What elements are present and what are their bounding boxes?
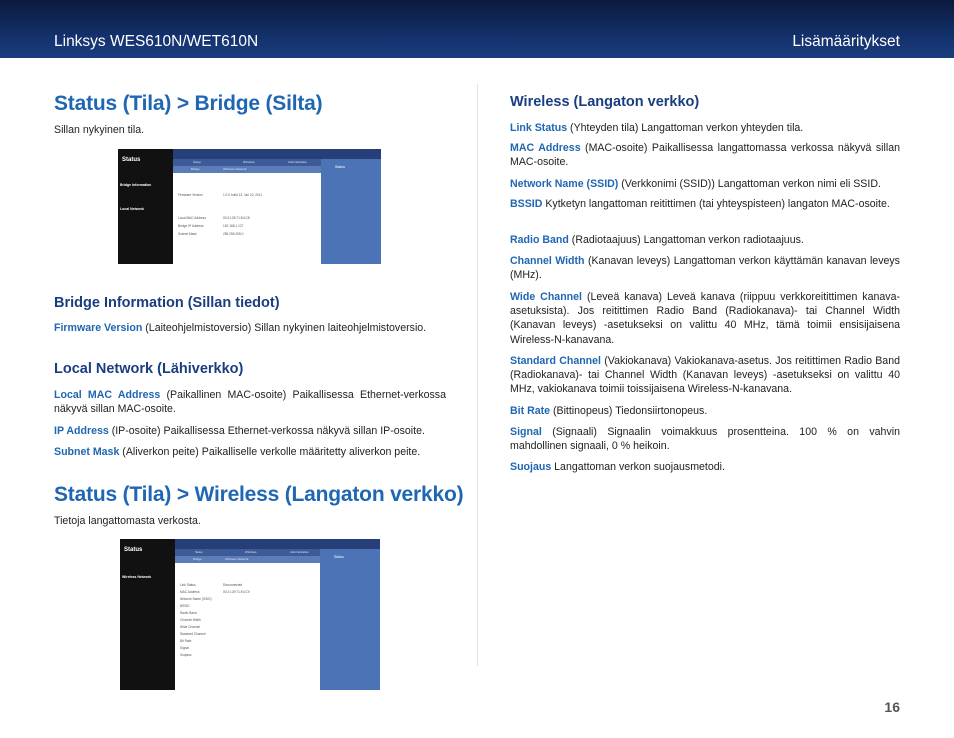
definition-desc: (Radiotaajuus) Langattoman verkon radiotaajuus.: [568, 234, 804, 246]
screenshot-sidebar: [118, 149, 173, 264]
screenshot-side-title: Status: [122, 157, 141, 163]
field-label: Network Name (SSID): [180, 597, 212, 601]
screenshot-active-tab: Status: [335, 165, 345, 169]
definition-desc: Langattoman verkon suojausmetodi.: [551, 461, 725, 473]
section-title-bridge: Status (Tila) > Bridge (Silta): [54, 92, 323, 115]
definition-entry: [510, 254, 900, 282]
definition-term: Radio Band: [510, 234, 569, 246]
definition-term: Bit Rate: [510, 405, 551, 417]
definition-entry: [510, 460, 900, 474]
definition-desc: (Yhteyden tila) Langattoman verkon yhteyden tila.: [567, 122, 804, 134]
section-title-wireless: Status (Tila) > Wireless (Langaton verkko): [54, 483, 464, 506]
definition-term: MAC Address: [510, 142, 581, 154]
field-label: MAC Address: [180, 590, 200, 594]
screenshot-content: [175, 563, 320, 690]
definition-entry: [510, 354, 900, 397]
screenshot-tab: Wireless: [245, 550, 257, 554]
definition-term: Suojaus: [510, 461, 552, 473]
definition-desc: (Leveä kanava) Leveä kanava (riippuu verkkoreitittimen kanava-asetuksista). Jos reitittimen Radio Band (Radiokanava)- tai Channel Width (Kanavan leveys) -asetukseksi on valittu 40 MHz, tämä toimii ensisijaisena Wireless-N-kanavana.: [510, 291, 900, 346]
field-label: Suojaus: [180, 653, 192, 657]
field-label: Local MAC Address: [178, 216, 206, 220]
definition-entry: [510, 197, 900, 211]
screenshot-active-tab: Status: [334, 555, 344, 559]
screenshot-section-label: Bridge Information: [118, 181, 173, 189]
chapter-title: Lisämääritykset: [792, 33, 900, 50]
screenshot-topbar: [173, 149, 381, 159]
screenshot-right-panel: [320, 549, 380, 690]
field-value: Disconnected: [223, 583, 243, 587]
definition-desc: (Vakiokanava) Vakiokanava-asetus. Jos reitittimen Radio Band (Radiokanava)- tai Channel Width (Kanavan leveys) -asetukseksi on valittu 40 MHz, vakiokanava toimii toissijaisena Wireless-N-kanavana.: [510, 355, 900, 396]
field-label: Firmware Version: [178, 193, 203, 197]
field-label: Channel Width: [180, 618, 201, 622]
firmware-entry: [54, 321, 454, 335]
field-label: Bridge IP Address: [178, 224, 204, 228]
screenshot-subtab: Bridge: [193, 557, 202, 561]
screenshot-right-panel: [321, 159, 381, 264]
wireless-heading: Wireless (Langaton verkko): [510, 94, 700, 110]
screenshot-content: [173, 173, 321, 264]
definition-entry: [510, 233, 900, 247]
firmware-desc: (Laiteohjelmistoversio) Sillan nykyinen laiteohjelmistoversio.: [142, 322, 427, 334]
screenshot-section-label: Local Network: [118, 205, 173, 213]
definition-term: Wide Channel: [510, 291, 582, 303]
screenshot-sidebar: [120, 539, 175, 690]
screenshot-subtab: Wireless Network: [223, 167, 247, 171]
field-value: 255.255.255.0: [223, 232, 244, 236]
wireless-status-screenshot: [120, 539, 380, 690]
subnet-term: Subnet Mask: [54, 446, 120, 458]
column-divider: [477, 84, 478, 666]
screenshot-subtab: Wireless Network: [225, 557, 249, 561]
field-value: 00:21:29:71:E4:C9: [223, 590, 250, 594]
wireless-intro: Tietoja langattomasta verkosta.: [54, 515, 201, 527]
screenshot-side-title: Status: [124, 547, 143, 553]
definition-desc: (Verkkonimi (SSID)) Langattoman verkon nimi eli SSID.: [618, 178, 881, 190]
screenshot-subtab: Bridge: [191, 167, 200, 171]
definition-entry: [510, 290, 900, 347]
screenshot-tab: Wireless: [243, 160, 255, 164]
definition-entry: [510, 425, 900, 453]
ip-desc: (IP-osoite) Paikallisessa Ethernet-verkossa näkyvä sillan IP-osoite.: [108, 425, 425, 437]
bridge-status-screenshot: [118, 149, 381, 264]
ip-term: IP Address: [54, 425, 109, 437]
screenshot-tab: Administration: [290, 550, 310, 554]
definition-desc: (Bittinopeus) Tiedonsiirtonopeus.: [550, 405, 708, 417]
definition-entry: [510, 177, 900, 191]
field-value: 00:21:29:71:E4:C8: [223, 216, 250, 220]
local-mac-term: Local MAC Address: [54, 389, 161, 401]
screenshot-topbar: [175, 539, 380, 549]
definition-term: Channel Width: [510, 255, 585, 267]
field-label: Signal: [180, 646, 189, 650]
definition-desc: (Signaali) Signaalin voimakkuus prosentteina. 100 % on vahvin mahdollinen signaali, 0 % heikoin.: [510, 426, 900, 453]
screenshot-tab: Setup: [195, 550, 203, 554]
subnet-entry: [54, 445, 454, 459]
definition-desc: (Kanavan leveys) Langattoman verkon käyttämän kanavan leveys (MHz).: [510, 255, 900, 282]
definition-term: BSSID: [510, 198, 543, 210]
screenshot-tab: Administration: [288, 160, 308, 164]
screenshot-tab: Setup: [193, 160, 201, 164]
firmware-term: Firmware Version: [54, 322, 143, 334]
definition-term: Standard Channel: [510, 355, 601, 367]
definition-term: Link Status: [510, 122, 568, 134]
local-network-heading: Local Network (Lähiverkko): [54, 361, 244, 377]
definition-entry: [510, 404, 900, 418]
subnet-desc: (Aliverkon peite) Paikalliselle verkolle määritetty aliverkon peite.: [119, 446, 421, 458]
bridge-intro: Sillan nykyinen tila.: [54, 124, 145, 136]
local-mac-desc: (Paikallinen MAC-osoite) Paikallisessa Ethernet-verkossa näkyvä sillan MAC-osoite.: [54, 389, 446, 416]
definition-entry: [510, 121, 900, 135]
definition-desc: (MAC-osoite) Paikallisessa langattomassa verkossa näkyvä sillan MAC-osoite.: [510, 142, 900, 169]
field-label: Radio Band: [180, 611, 197, 615]
field-value: 192.168.1.127: [223, 224, 244, 228]
definition-term: Network Name (SSID): [510, 178, 619, 190]
page-number: 16: [884, 699, 900, 715]
bridge-info-heading: Bridge Information (Sillan tiedot): [54, 295, 280, 311]
field-label: Link Status: [180, 583, 196, 587]
definition-desc: Kytketyn langattoman reitittimen (tai yhteyspisteen) langaton MAC-osoite.: [542, 198, 890, 210]
local-mac-entry: [54, 388, 446, 416]
field-label: BSSID: [180, 604, 190, 608]
page-header: [0, 0, 954, 58]
field-value: 1.0.0 build 13, Jan 22, 2011: [223, 193, 263, 197]
field-label: Wide Channel: [180, 625, 201, 629]
field-label: Bit Rate: [180, 639, 192, 643]
screenshot-section-label: Wireless Network: [120, 573, 175, 581]
definition-term: Signal: [510, 426, 542, 438]
ip-entry: [54, 424, 454, 438]
field-label: Subnet Mask: [178, 232, 197, 236]
product-title: Linksys WES610N/WET610N: [54, 33, 259, 50]
field-label: Standard Channel: [180, 632, 206, 636]
definition-entry: [510, 141, 900, 169]
